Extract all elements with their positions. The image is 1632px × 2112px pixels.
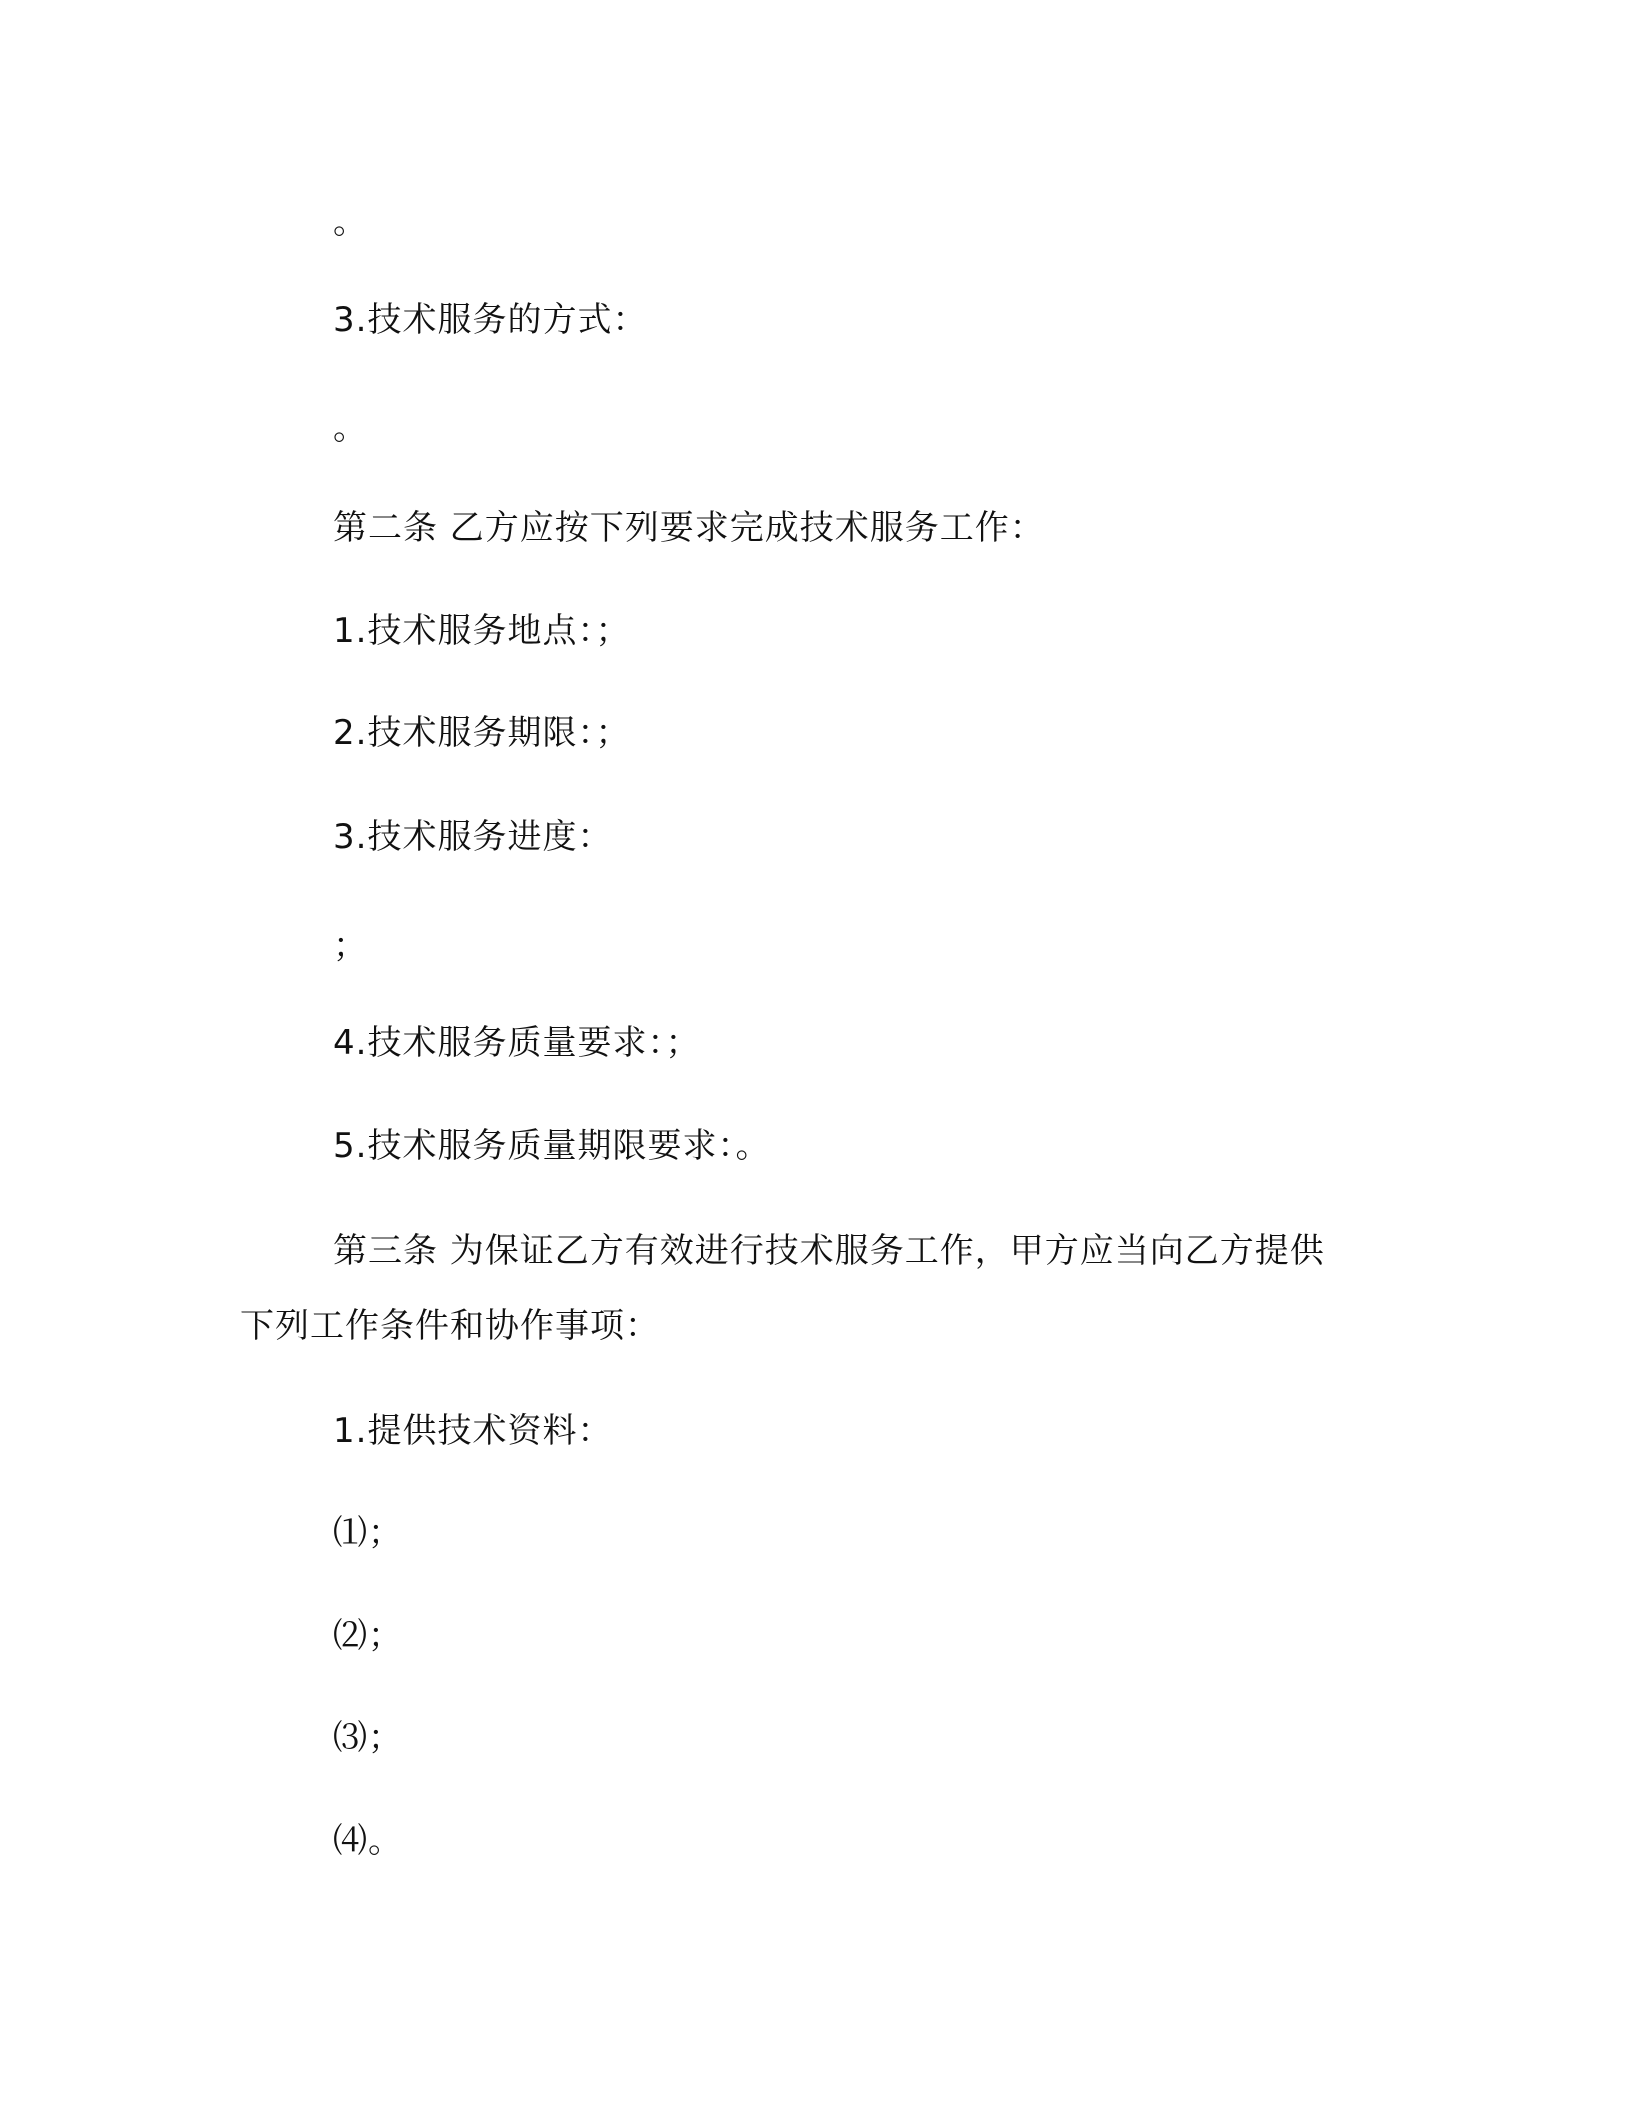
text-line: 。 (333, 408, 368, 448)
list-item: ⑶； (333, 1718, 403, 1758)
list-item: ⑷。 (333, 1821, 403, 1861)
text-line: 。 (333, 202, 368, 242)
article-heading: 第三条 为保证乙方有效进行技术服务工作，甲方应当向乙方提供 (333, 1231, 1325, 1271)
list-item: ⑴； (333, 1513, 403, 1553)
list-item: ⑵； (333, 1616, 403, 1656)
text-line: 1.技术服务地点：； (333, 611, 631, 651)
text-line: ； (333, 926, 368, 966)
text-line: 下列工作条件和协作事项： (240, 1306, 660, 1346)
article-heading: 第二条 乙方应按下列要求完成技术服务工作： (333, 508, 1045, 548)
text-line: 3.技术服务的方式： (333, 300, 648, 340)
text-line: 3.技术服务进度： (333, 817, 613, 857)
text-line: 5.技术服务质量期限要求：。 (333, 1126, 771, 1166)
text-line: 4.技术服务质量要求：； (333, 1023, 701, 1063)
text-line: 1.提供技术资料： (333, 1411, 613, 1451)
text-line: 2.技术服务期限：； (333, 713, 631, 753)
